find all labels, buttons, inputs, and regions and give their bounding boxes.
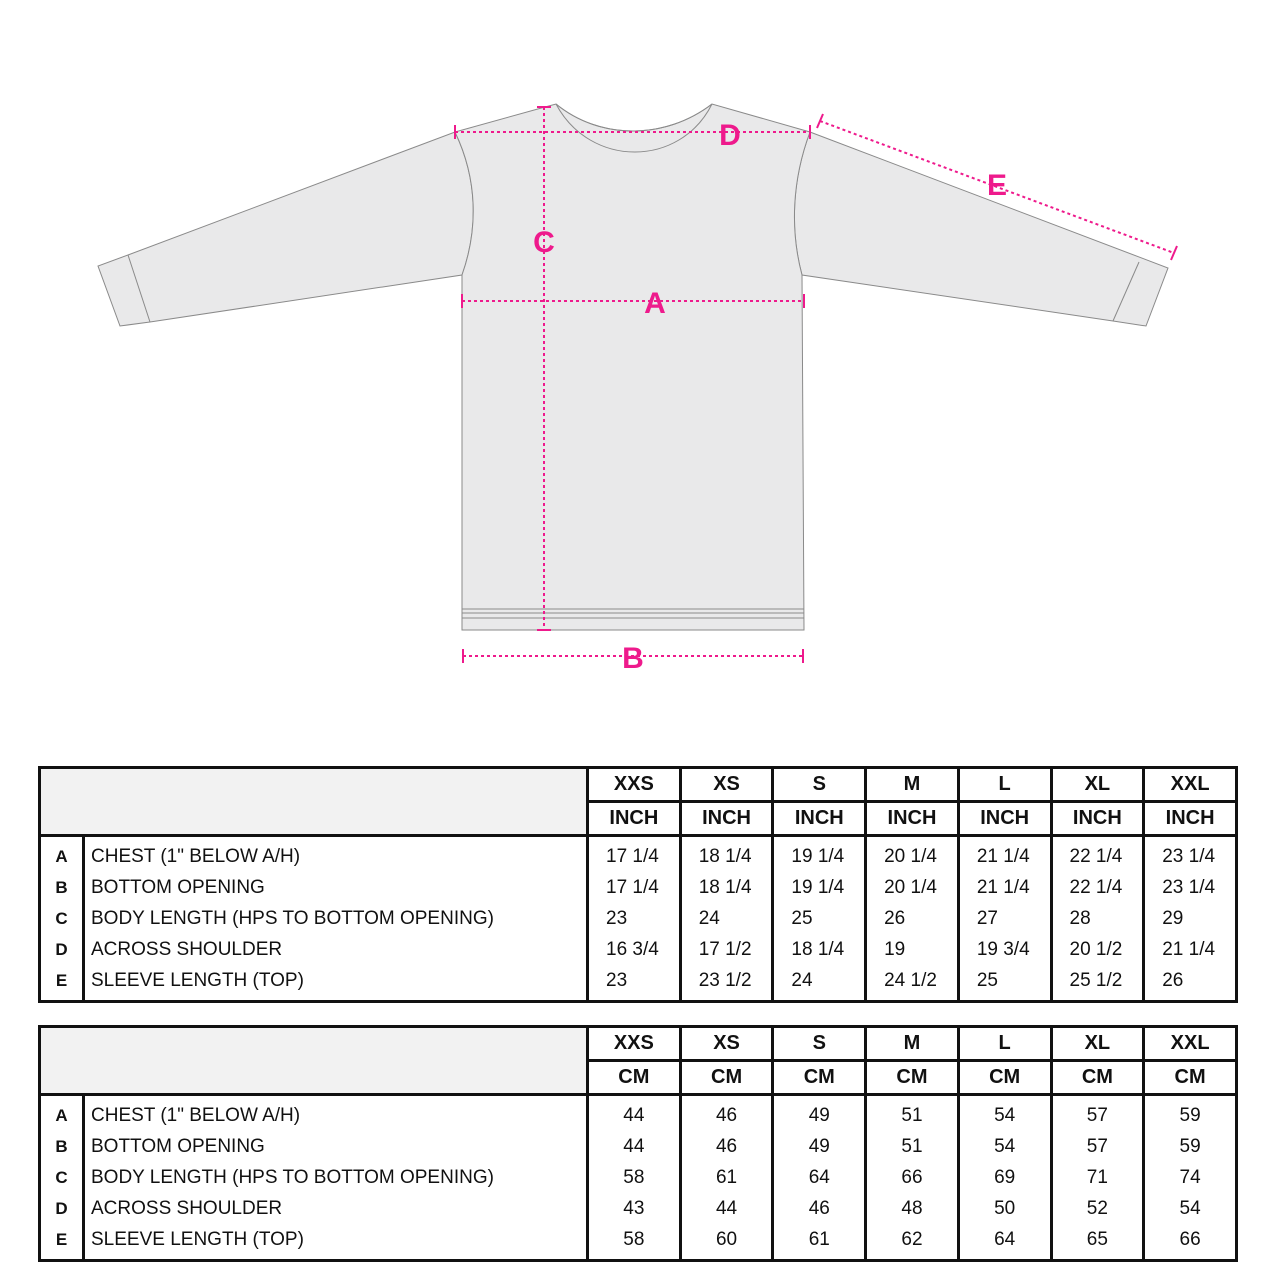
cell-value: 60 (680, 1224, 773, 1261)
row-label: BOTTOM OPENING (84, 1131, 588, 1162)
cell-value: 58 (588, 1224, 681, 1261)
unit-header: CM (958, 1061, 1051, 1095)
cell-value: 20 1/4 (866, 836, 959, 873)
unit-header: CM (680, 1061, 773, 1095)
size-header: XL (1051, 1027, 1144, 1061)
cell-value: 49 (773, 1095, 866, 1132)
table-row (40, 903, 1237, 934)
left-sleeve (98, 132, 473, 326)
size-header: XS (680, 1027, 773, 1061)
cell-value: 44 (680, 1193, 773, 1224)
row-letter: A (40, 836, 84, 873)
cell-value: 21 1/4 (1144, 934, 1237, 965)
cell-value: 46 (680, 1095, 773, 1132)
cell-value: 71 (1051, 1162, 1144, 1193)
shirt-body (455, 104, 810, 630)
measure-label-c: C (533, 226, 555, 259)
cell-value: 58 (588, 1162, 681, 1193)
cell-value: 27 (958, 903, 1051, 934)
unit-header: INCH (1144, 802, 1237, 836)
cell-value: 50 (958, 1193, 1051, 1224)
cell-value: 19 (866, 934, 959, 965)
row-label: ACROSS SHOULDER (84, 934, 588, 965)
tick-e-bottom (1171, 246, 1177, 260)
cell-value: 23 1/2 (680, 965, 773, 1002)
header-blank (40, 768, 588, 836)
measure-label-b: B (622, 642, 644, 675)
cell-value: 43 (588, 1193, 681, 1224)
unit-header: CM (588, 1061, 681, 1095)
unit-header: CM (773, 1061, 866, 1095)
measure-label-d: D (719, 119, 741, 152)
size-header: L (958, 768, 1051, 802)
row-label: BODY LENGTH (HPS TO BOTTOM OPENING) (84, 903, 588, 934)
row-label: SLEEVE LENGTH (TOP) (84, 965, 588, 1002)
measure-label-e: E (986, 169, 1008, 202)
cell-value: 74 (1144, 1162, 1237, 1193)
cell-value: 18 1/4 (680, 872, 773, 903)
cell-value: 54 (1144, 1193, 1237, 1224)
size-header: XS (680, 768, 773, 802)
size-header: XXL (1144, 1027, 1237, 1061)
cell-value: 29 (1144, 903, 1237, 934)
cell-value: 61 (680, 1162, 773, 1193)
unit-header: INCH (773, 802, 866, 836)
size-header: XXL (1144, 768, 1237, 802)
cell-value: 16 3/4 (588, 934, 681, 965)
cell-value: 66 (866, 1162, 959, 1193)
cell-value: 52 (1051, 1193, 1144, 1224)
table-row (40, 836, 1237, 873)
cell-value: 69 (958, 1162, 1051, 1193)
measure-label-a: A (644, 287, 666, 320)
cell-value: 23 (588, 903, 681, 934)
row-label: CHEST (1" BELOW A/H) (84, 1095, 588, 1132)
size-header: XXS (588, 1027, 681, 1061)
size-chart-cm (38, 1025, 1238, 1262)
cell-value: 28 (1051, 903, 1144, 934)
row-label: SLEEVE LENGTH (TOP) (84, 1224, 588, 1261)
unit-header: INCH (866, 802, 959, 836)
cell-value: 49 (773, 1131, 866, 1162)
cell-value: 65 (1051, 1224, 1144, 1261)
cell-value: 46 (680, 1131, 773, 1162)
cell-value: 21 1/4 (958, 836, 1051, 873)
cell-value: 19 1/4 (773, 872, 866, 903)
row-letter: D (40, 934, 84, 965)
size-header: S (773, 768, 866, 802)
size-chart-inch (38, 766, 1238, 1003)
table-row (40, 1224, 1237, 1261)
cell-value: 17 1/4 (588, 836, 681, 873)
table-row (40, 1162, 1237, 1193)
cell-value: 44 (588, 1131, 681, 1162)
row-letter: C (40, 1162, 84, 1193)
unit-header: INCH (680, 802, 773, 836)
right-sleeve (794, 132, 1168, 326)
cell-value: 57 (1051, 1131, 1144, 1162)
row-letter: E (40, 1224, 84, 1261)
cell-value: 51 (866, 1131, 959, 1162)
cell-value: 59 (1144, 1095, 1237, 1132)
cell-value: 18 1/4 (773, 934, 866, 965)
row-letter: B (40, 872, 84, 903)
table-row (40, 934, 1237, 965)
table-row (40, 1193, 1237, 1224)
row-letter: E (40, 965, 84, 1002)
table-row (40, 1095, 1237, 1132)
cell-value: 24 (773, 965, 866, 1002)
size-header: L (958, 1027, 1051, 1061)
cell-value: 66 (1144, 1224, 1237, 1261)
table-row (40, 872, 1237, 903)
row-label: CHEST (1" BELOW A/H) (84, 836, 588, 873)
cell-value: 25 (773, 903, 866, 934)
cell-value: 23 (588, 965, 681, 1002)
size-header: XL (1051, 768, 1144, 802)
table-row (40, 965, 1237, 1002)
size-header: M (866, 768, 959, 802)
cell-value: 64 (958, 1224, 1051, 1261)
cell-value: 57 (1051, 1095, 1144, 1132)
cell-value: 26 (866, 903, 959, 934)
cell-value: 62 (866, 1224, 959, 1261)
unit-header: CM (1051, 1061, 1144, 1095)
cell-value: 64 (773, 1162, 866, 1193)
row-label: BODY LENGTH (HPS TO BOTTOM OPENING) (84, 1162, 588, 1193)
unit-header: CM (866, 1061, 959, 1095)
cell-value: 51 (866, 1095, 959, 1132)
unit-header: CM (1144, 1061, 1237, 1095)
unit-header: INCH (958, 802, 1051, 836)
cell-value: 21 1/4 (958, 872, 1051, 903)
cell-value: 20 1/2 (1051, 934, 1144, 965)
cell-value: 23 1/4 (1144, 872, 1237, 903)
cell-value: 59 (1144, 1131, 1237, 1162)
cell-value: 18 1/4 (680, 836, 773, 873)
row-letter: D (40, 1193, 84, 1224)
cell-value: 25 1/2 (1051, 965, 1144, 1002)
cell-value: 26 (1144, 965, 1237, 1002)
size-header: XXS (588, 768, 681, 802)
cell-value: 20 1/4 (866, 872, 959, 903)
cell-value: 25 (958, 965, 1051, 1002)
cell-value: 61 (773, 1224, 866, 1261)
header-blank (40, 1027, 588, 1095)
size-header: M (866, 1027, 959, 1061)
cell-value: 24 1/2 (866, 965, 959, 1002)
row-letter: B (40, 1131, 84, 1162)
cell-value: 22 1/4 (1051, 872, 1144, 903)
row-letter: A (40, 1095, 84, 1132)
cell-value: 54 (958, 1095, 1051, 1132)
cell-value: 44 (588, 1095, 681, 1132)
cell-value: 17 1/4 (588, 872, 681, 903)
row-label: BOTTOM OPENING (84, 872, 588, 903)
row-label: ACROSS SHOULDER (84, 1193, 588, 1224)
cell-value: 46 (773, 1193, 866, 1224)
unit-header: INCH (1051, 802, 1144, 836)
cell-value: 23 1/4 (1144, 836, 1237, 873)
cell-value: 22 1/4 (1051, 836, 1144, 873)
unit-header: INCH (588, 802, 681, 836)
cell-value: 19 1/4 (773, 836, 866, 873)
table-row (40, 1131, 1237, 1162)
cell-value: 24 (680, 903, 773, 934)
cell-value: 54 (958, 1131, 1051, 1162)
cell-value: 17 1/2 (680, 934, 773, 965)
size-header: S (773, 1027, 866, 1061)
cell-value: 19 3/4 (958, 934, 1051, 965)
cell-value: 48 (866, 1193, 959, 1224)
row-letter: C (40, 903, 84, 934)
